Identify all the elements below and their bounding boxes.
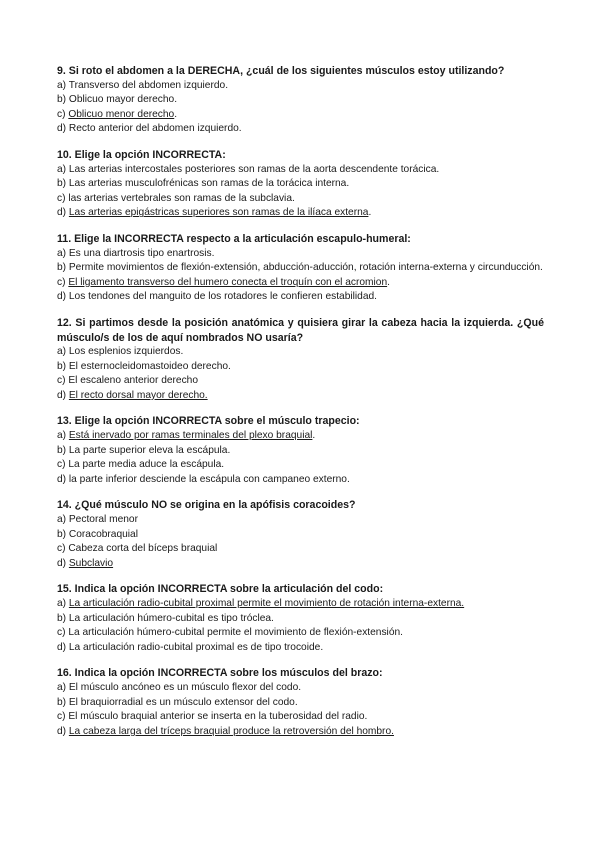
answer-option [57,247,544,262]
option-text: El escaleno anterior derecho [68,375,199,387]
option-text-marked: Las arterias epigástricas superiores son ramas de la ilíaca externa [68,207,369,219]
answer-option [57,458,544,473]
question-block [57,316,544,404]
question-block [57,666,544,739]
option-text: La articulación radio-cubital proximal es de tipo trocoide. [68,641,324,653]
option-text-marked: El recto dorsal mayor derecho. [68,389,208,401]
option-text: El músculo braquial anterior se inserta en la tuberosidad del radio. [68,711,368,723]
answer-option [57,641,544,656]
option-letter: c) [57,459,69,471]
option-letter: d) [57,291,69,303]
option-text-marked: Oblicuo menor derecho [68,108,175,120]
option-letter: b) [57,696,69,708]
option-letter: c) [57,108,69,120]
question-title: 15. Indica la opción INCORRECTA sobre la articulación del codo: [57,583,384,596]
option-letter: d) [57,389,69,401]
option-text: Recto anterior del abdomen izquierdo. [68,123,242,135]
option-text: Los esplenios izquierdos. [68,346,184,358]
option-text: las arterias vertebrales son ramas de la subclavia. [68,192,295,204]
answer-option [57,261,544,276]
option-trailing-punct: . [368,207,372,219]
answer-option [57,276,544,291]
option-letter: c) [57,375,69,387]
option-letter: a) [57,247,69,259]
option-text: El esternocleidomastoideo derecho. [68,360,231,372]
answer-option [57,79,544,94]
option-text: Pectoral menor [68,514,138,526]
answer-option [57,473,544,488]
answer-option [57,626,544,641]
option-letter: a) [57,598,69,609]
option-text: Los tendones del manguito de los rotadores le confieren estabilidad. [68,291,377,303]
answer-option [57,122,544,137]
question-block [57,148,544,221]
option-trailing-punct: . [174,108,178,120]
option-text: Las arterias intercostales posteriores son ramas de la aorta descendente torácica. [68,163,440,175]
answer-option [57,206,544,221]
answer-option [57,192,544,207]
option-text: Las arterias musculofrénicas son ramas de la torácica interna. [68,178,350,190]
answer-option [57,696,544,711]
answer-option [57,597,544,612]
option-letter: c) [57,627,69,639]
answer-option [57,163,544,178]
option-letter: a) [57,514,69,526]
option-letter: b) [57,444,69,456]
option-letter: b) [57,528,69,540]
answer-option [57,710,544,725]
option-letter: d) [57,557,69,569]
answer-option [57,557,544,572]
answer-option [57,681,544,696]
option-text-marked: El ligamento transverso del humero conecta el troquín con el acromion [68,276,388,288]
option-letter: a) [57,163,69,175]
option-letter: d) [57,207,69,219]
option-letter: b) [57,178,69,190]
option-letter: c) [57,543,69,555]
option-text: El músculo ancóneo es un músculo flexor del codo. [68,681,302,693]
option-letter: c) [57,711,69,723]
option-letter: d) [57,123,69,135]
answer-option [57,725,544,740]
option-letter: a) [57,346,69,358]
option-text: La articulación húmero-cubital es tipo tróclea. [68,612,274,624]
option-letter: a) [57,79,69,91]
question-title: 12. Si partimos desde la posición anatómica y quisiera girar la cabeza hacia la izquierda. ¿Qué músculo/s de los de aquí nombrados NO usaría? [57,316,544,344]
question-block [57,64,544,137]
option-text: Transverso del abdomen izquierdo. [68,79,229,91]
option-letter: b) [57,262,69,274]
answer-option [57,444,544,459]
option-letter: d) [57,641,69,653]
option-letter: a) [57,430,69,442]
question-block [57,414,544,487]
answer-option [57,345,544,360]
option-letter: a) [57,681,69,693]
option-letter: b) [57,612,69,624]
question-block [57,582,544,655]
option-text: Cabeza corta del bíceps braquial [68,543,218,555]
option-text: La articulación húmero-cubital permite el movimiento de flexión-extensión. [68,627,403,639]
option-text: Es una diartrosis tipo enartrosis. [68,247,215,259]
question-title: 14. ¿Qué músculo NO se origina en la apófisis coracoides? [57,499,356,512]
answer-option [57,389,544,404]
option-trailing-punct: . [387,276,390,288]
option-letter: b) [57,94,69,106]
option-text-marked: Subclavio [68,557,114,569]
option-letter: b) [57,360,69,372]
option-trailing-punct: . [312,430,316,442]
question-block [57,498,544,571]
option-letter: c) [57,276,69,288]
option-text: Oblicuo mayor derecho. [68,94,178,106]
option-text: La parte media aduce la escápula. [68,459,225,471]
answer-option [57,108,544,123]
question-title: 11. Elige la INCORRECTA respecto a la articulación escapulo-humeral: [57,232,411,245]
option-text: Coracobraquial [68,528,138,540]
answer-option [57,528,544,543]
answer-option [57,374,544,389]
option-text: La parte superior eleva la escápula. [68,444,231,456]
answer-option [57,542,544,557]
option-text-marked: La cabeza larga del tríceps braquial produce la retroversión del hombro. [68,725,394,737]
answer-option [57,360,544,375]
question-title: 10. Elige la opción INCORRECTA: [57,148,226,161]
option-text: Permite movimientos de flexión-extensión, abducción-aducción, rotación interna-externa y circunducción. [68,262,543,274]
answer-option [57,513,544,528]
option-text-marked: Está inervado por ramas terminales del plexo braquial [68,430,313,442]
question-title: 16. Indica la opción INCORRECTA sobre los músculos del brazo: [57,667,383,680]
option-text: la parte inferior desciende la escápula con campaneo externo. [68,473,350,485]
answer-option [57,93,544,108]
option-text: El braquiorradial es un músculo extensor del codo. [68,696,298,708]
option-letter: d) [57,473,69,485]
question-title: 13. Elige la opción INCORRECTA sobre el músculo trapecio: [57,415,360,428]
option-text-marked: La articulación radio-cubital proximal permite el movimiento de rotación interna-externa. [68,598,465,609]
question-block [57,232,544,305]
option-letter: d) [57,725,69,737]
option-letter: c) [57,192,69,204]
answer-option [57,177,544,192]
answer-option [57,612,544,627]
answer-option [57,429,544,444]
question-title: 9. Si roto el abdomen a la DERECHA, ¿cuál de los siguientes músculos estoy utilizando? [57,65,505,77]
answer-option [57,290,544,305]
